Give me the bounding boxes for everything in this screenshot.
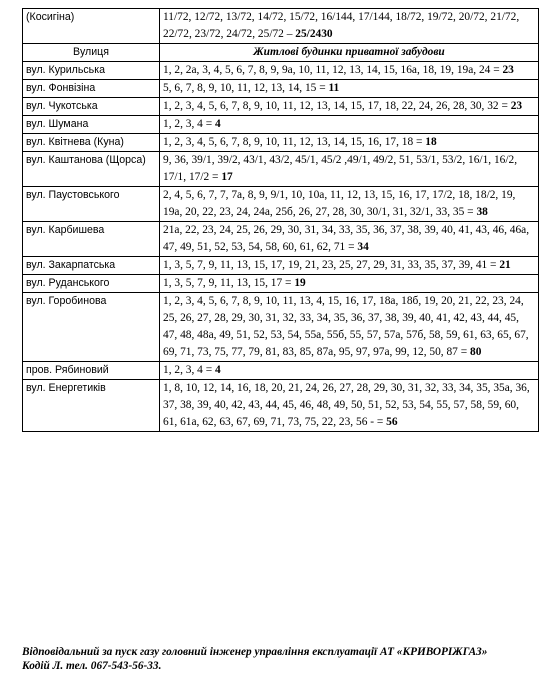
table-row xyxy=(23,187,539,222)
street-name: вул. Квітнева (Куна) xyxy=(23,134,160,152)
table-row xyxy=(23,222,539,257)
house-count: 18 xyxy=(425,136,437,148)
street-name: пров. Рябиновий xyxy=(23,362,160,380)
footer-note xyxy=(22,645,542,673)
house-count: 80 xyxy=(470,346,482,358)
house-count: 23 xyxy=(502,64,514,76)
street-name: вул. Паустовського xyxy=(23,187,160,222)
house-numbers xyxy=(160,362,539,380)
table-row xyxy=(23,257,539,275)
street-name: вул. Курильська xyxy=(23,62,160,80)
house-list: 5, 6, 7, 8, 9, 10, 11, 12, 13, 14, 15 = xyxy=(163,82,329,94)
house-numbers xyxy=(160,222,539,257)
house-numbers xyxy=(160,293,539,362)
house-numbers xyxy=(160,62,539,80)
house-count: 4 xyxy=(215,118,221,130)
street-name: (Косигіна) xyxy=(23,9,160,44)
street-name: вул. Руданського xyxy=(23,275,160,293)
house-list: 1, 2, 3, 4, 5, 6, 7, 8, 9, 10, 11, 13, 4, 15, 16, 17, 18а, 18б, 19, 20, 21, 22, 23, 24, 25, 26, 27, 28, 29, 30, 31, 32, 33, 34, 35, 36, 37, 38, 39, 40, 41, 42, 43, 44, 45, 47, 48, 48а, 49, 51, 52, 53, 54, 55а, 55б, 55, 57, 57а, 57б, 58, 59, 61, 63, 65, 67, 69, 71, 73, 75, 77, 79, 81, 83, 85, 87а, 95, 97, 97а, 99, 12, 50, 87 = xyxy=(163,295,529,358)
house-list: 1, 2, 3, 4, 5, 6, 7, 8, 9, 10, 11, 12, 13, 14, 15, 16, 17, 18 = xyxy=(163,136,426,148)
table-header-group xyxy=(23,44,539,62)
house-count: 25/2430 xyxy=(295,28,333,40)
house-list: 2, 4, 5, 6, 7, 7, 7а, 8, 9, 9/1, 10, 10а, 11, 12, 13, 15, 16, 17, 17/2, 18, 18/2, 19, 19а, 20, 22, 23, 24, 24а, 25б, 26, 27, 28, 30, 30/1, 31, 32/1, 33, 35 = xyxy=(163,189,516,218)
street-name: вул. Каштанова (Щорса) xyxy=(23,152,160,187)
streets-table xyxy=(22,8,539,432)
house-count: 23 xyxy=(510,100,523,112)
house-numbers xyxy=(160,187,539,222)
street-name: вул. Фонвізіна xyxy=(23,80,160,98)
table-row xyxy=(23,362,539,380)
table-row xyxy=(23,134,539,152)
table-row xyxy=(23,80,539,98)
house-count: 17 xyxy=(221,171,233,183)
header-houses: Житлові будинки приватної забудови xyxy=(160,44,539,62)
house-list: 1, 2, 3, 4 = xyxy=(163,364,215,376)
house-numbers xyxy=(160,134,539,152)
house-numbers xyxy=(160,116,539,134)
footer-responsible: Відповідальний за пуск газу головний інженер управління експлуатації АТ «КРИВОРІЖГАЗ» xyxy=(22,646,488,658)
house-count: 11 xyxy=(328,82,340,94)
house-list: 1, 2, 3, 4, 5, 6, 7, 8, 9, 10, 11, 12, 13, 14, 15, 17, 18, 22, 24, 26, 28, 30, 32 = xyxy=(163,100,511,112)
street-name: вул. Шумана xyxy=(23,116,160,134)
house-count: 38 xyxy=(476,206,488,218)
house-list: 1, 3, 5, 7, 9, 11, 13, 15, 17, 19, 21, 23, 25, 27, 29, 31, 33, 35, 37, 39, 41 = xyxy=(163,259,500,271)
house-numbers xyxy=(160,80,539,98)
street-name: вул. Чукотська xyxy=(23,98,160,116)
table-row xyxy=(23,380,539,432)
street-name: вул. Енергетиків xyxy=(23,380,160,432)
house-count: 56 xyxy=(386,416,398,428)
house-numbers xyxy=(160,275,539,293)
house-numbers xyxy=(160,152,539,187)
house-list: 1, 8, 10, 12, 14, 16, 18, 20, 21, 24, 26, 27, 28, 29, 30, 31, 32, 33, 34, 35, 35а, 36, 37, 38, 39, 40, 42, 43, 44, 45, 46, 48, 49, 50, 51, 52, 53, 54, 55, 57, 58, 59, 60, 61, 61а, 62, 63, 67, 69, 71, 73, 75, 22, 23, 56 - = xyxy=(163,382,530,428)
footer-contact: Кодій Л. тел. 067-543-56-33. xyxy=(22,660,162,672)
house-count: 19 xyxy=(294,277,306,289)
table-row xyxy=(23,152,539,187)
house-count: 34 xyxy=(357,241,369,253)
table-row xyxy=(23,116,539,134)
table-row xyxy=(23,98,539,116)
house-list: 1, 2, 2а, 3, 4, 5, 6, 7, 8, 9, 9а, 10, 11, 12, 13, 14, 15, 16а, 18, 19, 19а, 24 = xyxy=(163,64,503,76)
street-name: вул. Горобинова xyxy=(23,293,160,362)
table-body-continued xyxy=(23,9,539,44)
house-list: 1, 3, 5, 7, 9, 11, 13, 15, 17 = xyxy=(163,277,295,289)
house-numbers xyxy=(160,257,539,275)
table-row xyxy=(23,293,539,362)
house-list: 21а, 22, 23, 24, 25, 26, 29, 30, 31, 34, 33, 35, 36, 37, 38, 39, 40, 41, 43, 46, 46а, 47, 49, 51, 52, 53, 54, 58, 60, 61, 62, 71 = xyxy=(163,224,530,253)
table-row xyxy=(23,9,539,44)
house-count: 21 xyxy=(499,259,511,271)
street-name: вул. Закарпатська xyxy=(23,257,160,275)
house-numbers xyxy=(160,380,539,432)
table-row xyxy=(23,275,539,293)
header-street: Вулиця xyxy=(23,44,160,62)
house-numbers xyxy=(160,9,539,44)
table-body xyxy=(23,62,539,432)
house-numbers xyxy=(160,98,539,116)
street-name: вул. Карбишева xyxy=(23,222,160,257)
house-list: 11/72, 12/72, 13/72, 14/72, 15/72, 16/144, 17/144, 18/72, 19/72, 20/72, 21/72, 22/72, 23/72, 24/72, 25/72 – xyxy=(163,11,520,40)
table-header-row xyxy=(23,44,539,62)
house-count: 4 xyxy=(215,364,221,376)
table-row xyxy=(23,62,539,80)
house-list: 9, 36, 39/1, 39/2, 43/1, 43/2, 45/1, 45/2 ,49/1, 49/2, 51, 53/1, 53/2, 16/1, 16/2, 17/1, 17/2 = xyxy=(163,154,518,183)
house-list: 1, 2, 3, 4 = xyxy=(163,118,215,130)
